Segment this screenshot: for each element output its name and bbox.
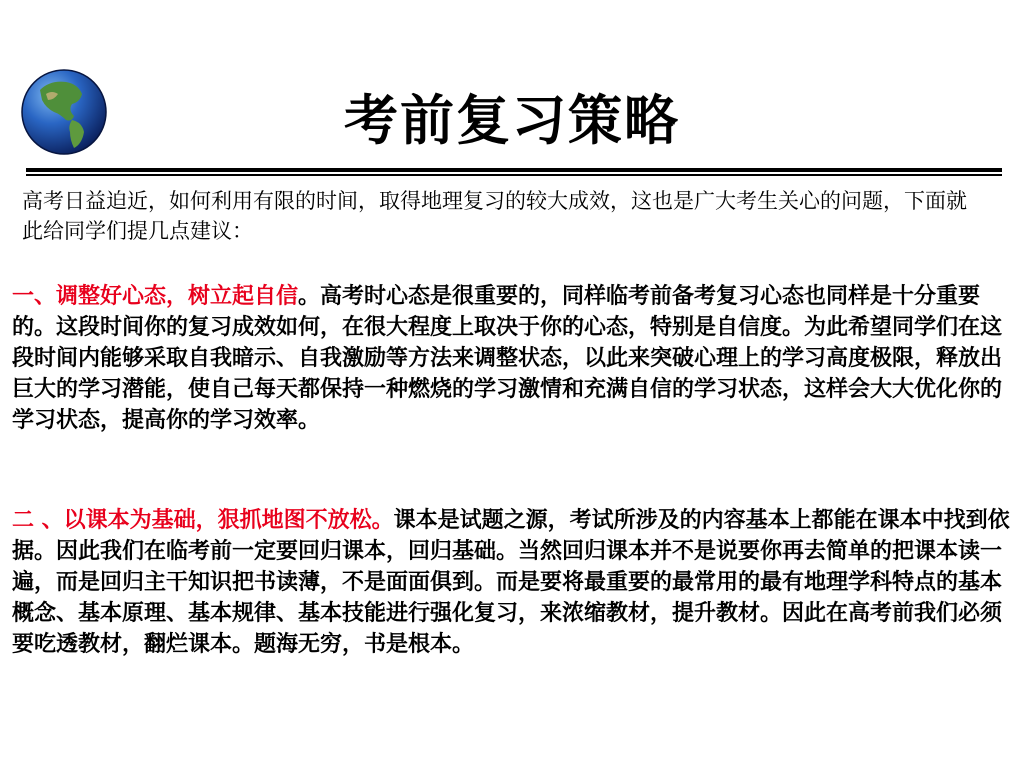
section-2-paragraph (12, 505, 1016, 660)
slide-title: 考前复习策略 (344, 88, 680, 152)
section-1-paragraph (12, 281, 1016, 436)
section-1-body: 。高考时心态是很重要的，同样临考前备考复习心态也同样是十分重要的。这段时间你的复习成效如何，在很大程度上取决于你的心态，特别是自信度。为此希望同学们在这段时间内能够采取自我暗示、自我激励等方法来调整状态，以此来突破心理上的学习高度极限，释放出巨大的学习潜能，使自己每天都保持一种燃烧的学习激情和充满自信的学习状态，这样会大大优化你的学习状态，提高你的学习效率。 (12, 284, 1003, 433)
title-divider-thin (26, 174, 1002, 176)
section-2-heading: 二 、以课本为基础，狠抓地图不放松。 (12, 508, 394, 533)
section-2-body: 课本是试题之源，考试所涉及的内容基本上都能在课本中找到依据。因此我们在临考前一定要回归课本，回归基础。当然回归课本并不是说要你再去简单的把课本读一遍，而是回归主干知识把书读薄，不是面面俱到。而是要将最重要的最常用的最有地理学科特点的基本概念、基本原理、基本规律、基本技能进行强化复习，来浓缩教材，提升教材。因此在高考前我们必须要吃透教材，翻烂课本。题海无穷，书是根本。 (12, 508, 1010, 657)
intro-paragraph: 高考日益迫近，如何利用有限的时间，取得地理复习的较大成效，这也是广大考生关心的问题，下面就此给同学们提几点建议： (22, 189, 967, 243)
title-divider-thick (26, 168, 1002, 172)
section-1-heading: 一、调整好心态，树立起自信 (12, 284, 299, 309)
